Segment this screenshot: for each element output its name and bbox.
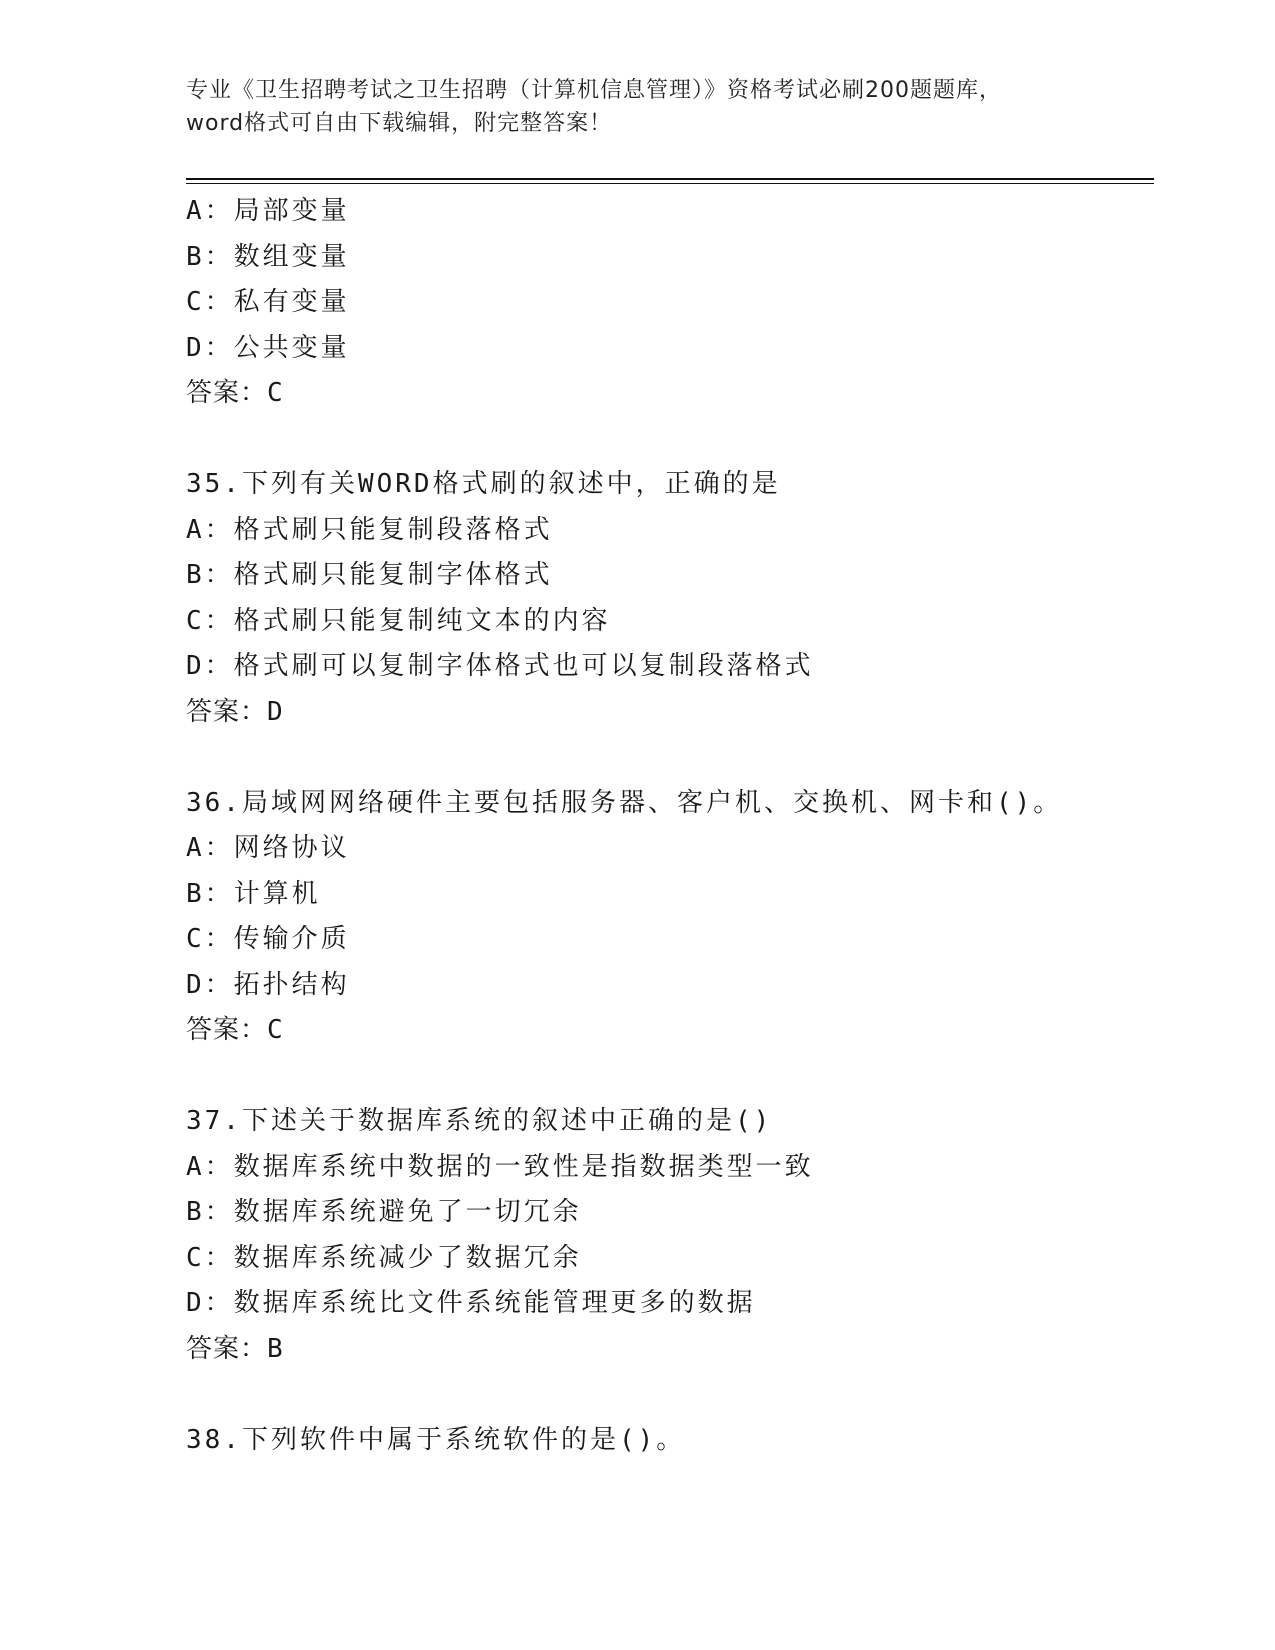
spacer (186, 1054, 1154, 1100)
answer-line (186, 371, 1154, 417)
option-b: B：格式刷只能复制字体格式 (186, 560, 553, 590)
option-a: A：局部变量 (186, 196, 350, 226)
spacer (186, 1372, 1154, 1418)
option-a: A：数据库系统中数据的一致性是指数据类型一致 (186, 1151, 814, 1182)
question-35 (186, 462, 1154, 735)
answer-line (186, 1327, 1154, 1373)
question-34-continued (186, 189, 1154, 417)
question-stem: 38.下列软件中属于系统软件的是()。 (186, 1424, 686, 1455)
answer-line (186, 1008, 1154, 1054)
answer-label: 答案： (186, 1333, 268, 1364)
spacer (186, 735, 1154, 781)
option-d: D：数据库系统比文件系统能管理更多的数据 (186, 1288, 756, 1318)
header-title-line-2: word格式可自由下载编辑，附完整答案！ (186, 111, 613, 136)
answer-label: 答案： (186, 1015, 268, 1045)
question-stem: 37.下述关于数据库系统的叙述中正确的是() (186, 1106, 773, 1136)
option-c: C：格式刷只能复制纯文本的内容 (186, 605, 611, 636)
answer-label: 答案： (186, 378, 268, 408)
question-stem: 35.下列有关WORD格式刷的叙述中，正确的是 (186, 469, 781, 499)
question-38 (186, 1418, 1154, 1464)
spacer (186, 417, 1154, 463)
header-divider (186, 178, 1154, 184)
question-36 (186, 781, 1154, 1054)
header-title-line-1: 专业《卫生招聘考试之卫生招聘（计算机信息管理）》资格考试必刷200题题库， (186, 78, 1002, 103)
option-b: B：数组变量 (186, 241, 350, 272)
answer-label: 答案： (186, 696, 268, 727)
question-list (186, 189, 1154, 1463)
option-b: B：数据库系统避免了一切冗余 (186, 1197, 582, 1227)
option-a: A：网络协议 (186, 833, 350, 863)
answer-value: C (267, 378, 284, 408)
option-c: C：数据库系统减少了数据冗余 (186, 1242, 582, 1273)
option-a: A：格式刷只能复制段落格式 (186, 514, 553, 545)
option-b: B：计算机 (186, 878, 321, 909)
option-d: D：格式刷可以复制字体格式也可以复制段落格式 (186, 651, 814, 681)
question-37 (186, 1099, 1154, 1372)
answer-value: C (267, 1015, 284, 1045)
answer-value: B (267, 1333, 284, 1364)
option-d: D：拓扑结构 (186, 969, 350, 1000)
option-c: C：私有变量 (186, 287, 350, 317)
question-stem: 36.局域网网络硬件主要包括服务器、客户机、交换机、网卡和()。 (186, 787, 1063, 818)
answer-value: D (267, 696, 284, 727)
option-d: D：公共变量 (186, 332, 350, 363)
answer-line (186, 690, 1154, 736)
document-header (186, 74, 1086, 140)
option-c: C：传输介质 (186, 924, 350, 954)
